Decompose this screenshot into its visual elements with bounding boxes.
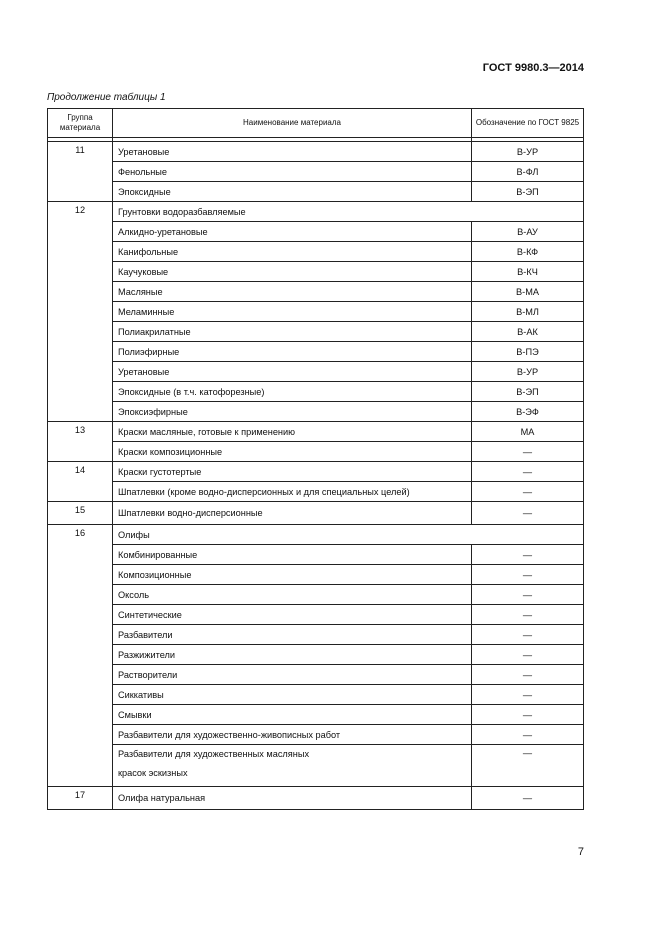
material-code: — xyxy=(472,745,584,787)
group-cell: 15 xyxy=(48,502,113,525)
material-name: Олифа натуральная xyxy=(113,787,472,810)
material-name: Грунтовки водоразбавляемые xyxy=(113,202,584,222)
table-row xyxy=(48,262,584,282)
material-code: — xyxy=(472,585,584,605)
material-code: — xyxy=(472,725,584,745)
table-row xyxy=(48,322,584,342)
table-row xyxy=(48,442,584,462)
table-row xyxy=(48,362,584,382)
material-code: В-МЛ xyxy=(472,302,584,322)
material-code: — xyxy=(472,502,584,525)
table-row xyxy=(48,685,584,705)
table-row xyxy=(48,585,584,605)
table-row xyxy=(48,402,584,422)
material-name: Краски масляные, готовые к применению xyxy=(113,422,472,442)
group-cell: 13 xyxy=(48,422,113,462)
group-cell: 11 xyxy=(48,142,113,202)
material-name: Разжижители xyxy=(113,645,472,665)
table-row xyxy=(48,645,584,665)
table-row xyxy=(48,545,584,565)
material-name: Краски густотертые xyxy=(113,462,472,482)
table-row xyxy=(48,202,584,222)
material-name: Канифольные xyxy=(113,242,472,262)
table-row xyxy=(48,745,584,787)
material-name: Уретановые xyxy=(113,142,472,162)
material-code: — xyxy=(472,705,584,725)
page-number: 7 xyxy=(577,846,584,858)
table-row xyxy=(48,222,584,242)
material-name: Эпоксидные xyxy=(113,182,472,202)
material-name: Композиционные xyxy=(113,565,472,585)
table-row xyxy=(48,342,584,362)
material-name: Алкидно-уретановые xyxy=(113,222,472,242)
table-row xyxy=(48,162,584,182)
material-name: Шпатлевки (кроме водно-дисперсионных и для специальных целей) xyxy=(113,482,472,502)
material-code: В-МА xyxy=(472,282,584,302)
material-name: Меламинные xyxy=(113,302,472,322)
material-name: Масляные xyxy=(113,282,472,302)
material-name: Краски композиционные xyxy=(113,442,472,462)
material-name: Сиккативы xyxy=(113,685,472,705)
group-cell: 14 xyxy=(48,462,113,502)
material-name: Растворители xyxy=(113,665,472,685)
material-code: — xyxy=(472,787,584,810)
material-code: В-КЧ xyxy=(472,262,584,282)
material-code: В-ЭП xyxy=(472,182,584,202)
material-code: — xyxy=(472,685,584,705)
table-row xyxy=(48,705,584,725)
material-code: — xyxy=(472,605,584,625)
material-name: Оксоль xyxy=(113,585,472,605)
header-code: Обозначение по ГОСТ 9825 xyxy=(472,109,584,138)
table-row xyxy=(48,787,584,810)
material-code: В-УР xyxy=(472,142,584,162)
group-cell: 17 xyxy=(48,787,113,810)
table-row xyxy=(48,725,584,745)
material-name: Смывки xyxy=(113,705,472,725)
material-name: Уретановые xyxy=(113,362,472,382)
material-name: Полиэфирные xyxy=(113,342,472,362)
material-code: В-ЭП xyxy=(472,382,584,402)
material-name: Комбинированные xyxy=(113,545,472,565)
group-cell: 16 xyxy=(48,525,113,787)
table-row xyxy=(48,462,584,482)
material-name: Олифы xyxy=(113,525,584,545)
table-row xyxy=(48,605,584,625)
material-code: В-ФЛ xyxy=(472,162,584,182)
material-code: — xyxy=(472,545,584,565)
table-row xyxy=(48,422,584,442)
material-code: В-ПЭ xyxy=(472,342,584,362)
material-name: Эпоксиэфирные xyxy=(113,402,472,422)
table-row xyxy=(48,665,584,685)
table-row xyxy=(48,142,584,162)
material-name: Каучуковые xyxy=(113,262,472,282)
material-name: Разбавители для художественно-живописных работ xyxy=(113,725,472,745)
materials-table xyxy=(47,108,584,810)
table-row xyxy=(48,565,584,585)
material-code: — xyxy=(472,665,584,685)
material-name: Эпоксидные (в т.ч. катофорезные) xyxy=(113,382,472,402)
material-name: Разбавители xyxy=(113,625,472,645)
material-code: В-ЭФ xyxy=(472,402,584,422)
material-code: В-АУ xyxy=(472,222,584,242)
material-name: Полиакрилатные xyxy=(113,322,472,342)
material-name: Шпатлевки водно-дисперсионные xyxy=(113,502,472,525)
group-cell: 12 xyxy=(48,202,113,422)
header-name: Наименование материала xyxy=(113,109,472,138)
table-row xyxy=(48,282,584,302)
material-name: Фенольные xyxy=(113,162,472,182)
table-row xyxy=(48,382,584,402)
table-row xyxy=(48,182,584,202)
header-group: Группа материала xyxy=(48,109,113,138)
material-code: В-КФ xyxy=(472,242,584,262)
table-caption: Продолжение таблицы 1 xyxy=(47,92,166,103)
material-code: — xyxy=(472,625,584,645)
material-code: В-АК xyxy=(472,322,584,342)
table-row xyxy=(48,302,584,322)
material-code: МА xyxy=(472,422,584,442)
material-code: В-УР xyxy=(472,362,584,382)
table-row xyxy=(48,625,584,645)
table-row xyxy=(48,482,584,502)
table-row xyxy=(48,502,584,525)
material-code: — xyxy=(472,482,584,502)
material-code: — xyxy=(472,565,584,585)
material-name: Синтетические xyxy=(113,605,472,625)
material-code: — xyxy=(472,645,584,665)
material-code: — xyxy=(472,462,584,482)
material-code: — xyxy=(472,442,584,462)
material-name: Разбавители для художественных масляных красок эскизных xyxy=(113,745,472,787)
document-code: ГОСТ 9980.3—2014 xyxy=(482,62,584,74)
table-row xyxy=(48,242,584,262)
table-row xyxy=(48,525,584,545)
